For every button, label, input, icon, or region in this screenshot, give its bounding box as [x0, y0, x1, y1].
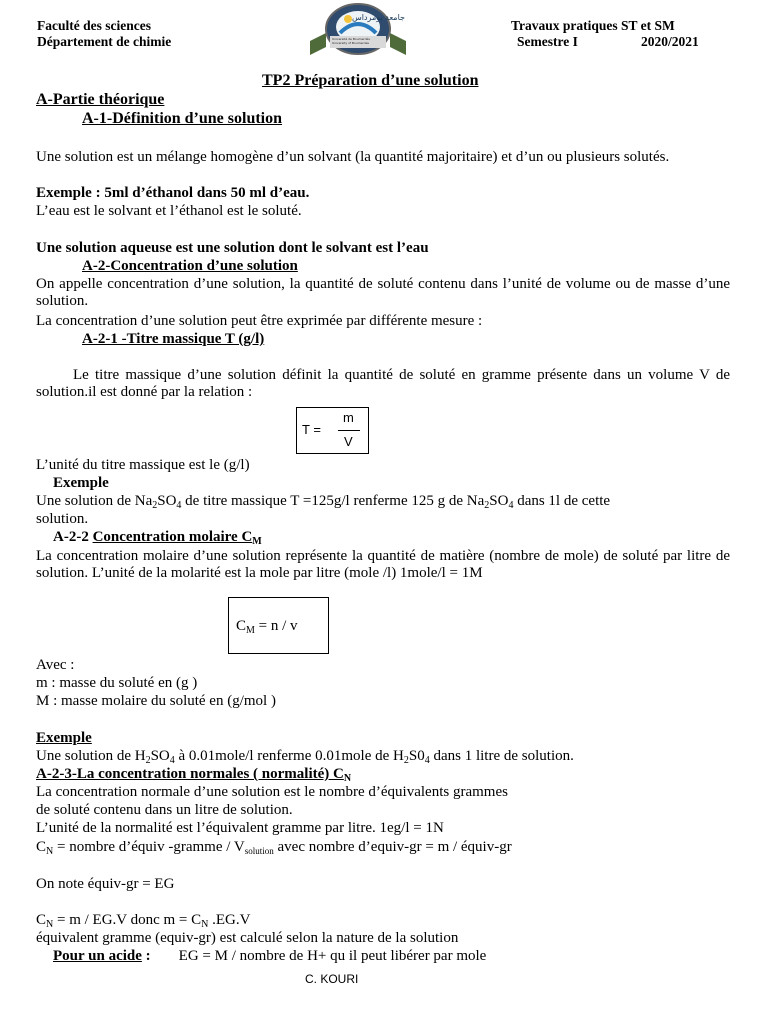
fraction-bar: [338, 430, 360, 431]
a2-definition-paragraph: On appelle concentration d’une solution, la quantité de soluté contenu dans l’unité de volume ou de masse d’une solution.: [36, 276, 730, 309]
eg-nature-text: équivalent gramme (equiv-gr) est calculé selon la nature de la solution: [36, 930, 459, 946]
section-a21-heading: A-2-1 -Titre massique T (g/l): [82, 331, 265, 347]
mass-definition: m : masse du soluté en (g ): [36, 675, 198, 691]
molar-formula-box: [228, 597, 329, 654]
page-title: TP2 Préparation d’une solution: [262, 72, 479, 89]
a2-measure-text: La concentration d’une solution peut être exprimée par différente mesure :: [36, 313, 483, 329]
semester-label: Semestre I: [517, 34, 578, 49]
year-label: 2020/2021: [641, 34, 699, 49]
logo-latin-text: Université de Boumerdès University of Boumerdes: [332, 37, 370, 45]
author-footer: C. KOURI: [305, 972, 359, 986]
a23-definition-line1: La concentration normale d’une solution est le nombre d’équivalents grammes: [36, 784, 508, 800]
section-a22-heading: A-2-2 Concentration molaire $C_M$: [53, 529, 262, 547]
eg-note: On note équiv-gr = EG: [36, 876, 175, 892]
university-logo: [310, 3, 406, 57]
a1-solvent-text: L’eau est le solvant et l’éthanol est le soluté.: [36, 203, 302, 219]
a1-example: Exemple : 5ml d’éthanol dans 50 ml d’eau.: [36, 185, 310, 201]
section-a-heading: A-Partie théorique: [36, 91, 165, 108]
section-a23-heading: A-2-3-La concentration normales ( normalité) $C_N$: [36, 766, 352, 784]
titre-unit-text: L’unité du titre massique est le (g/l): [36, 457, 250, 473]
normality-unit-text: L’unité de la normalité est l’équivalent gramme par litre. 1eg/l = 1N: [36, 820, 444, 836]
formula-numerator: m: [343, 410, 354, 425]
avec-label: Avec :: [36, 657, 75, 673]
section-a2-heading: A-2-Concentration d’une solution: [82, 258, 298, 274]
logo-arabic-text: جامعة بومرداس: [352, 13, 405, 22]
a1-definition-paragraph: Une solution est un mélange homogène d’un solvant (la quantité majoritaire) et d’un ou plusieurs solutés.: [36, 149, 670, 165]
course-label: Travaux pratiques ST et SM: [511, 18, 675, 33]
molar-mass-definition: M : masse molaire du soluté en (g/mol ): [36, 693, 276, 709]
a21-example-text: Une solution de $Na_2SO_4$ de titre massique T =125g/l renferme 125 g de $Na_2SO_4$ dans 1l de cette: [36, 493, 611, 511]
a23-definition-line2: de soluté contenu dans un litre de solution.: [36, 802, 293, 818]
normality-formula: $C_N = m / EG.V$ donc $m = C_N$ .EG.V: [36, 912, 251, 930]
acid-rule: Pour un acide : EG = M / nombre de H+ qu il peut libérer par mole: [53, 948, 487, 964]
a22-definition-paragraph: La concentration molaire d’une solution représente la quantité de matière (nombre de mole) de soluté par litre de solution. L’unité de la molarité est la mole par litre (mole /l) 1mole/l = 1M: [36, 548, 730, 581]
a22-example-text: Une solution de $H_2SO_4$ à 0.01mole/l renferme 0.01mole de $H_2S0_4$ dans 1 litre de solution.: [36, 748, 574, 766]
aqueous-definition: Une solution aqueuse est une solution dont le solvant est l’eau: [36, 240, 429, 256]
formula-denominator: V: [344, 434, 353, 449]
a21-example-line2: solution.: [36, 511, 89, 527]
faculty-label: Faculté des sciences: [37, 18, 151, 33]
formula-t-equals: T =: [302, 422, 321, 437]
a21-example-label: Exemple: [53, 475, 109, 491]
a22-example-label: Exemple: [36, 730, 92, 746]
mass-titre-formula-box: [296, 407, 369, 454]
department-label: Département de chimie: [37, 34, 172, 49]
molar-formula: $C_M = n / v$: [236, 618, 298, 636]
a21-definition-paragraph: Le titre massique d’une solution définit la quantité de soluté en gramme présente dans un volume V de solution.il est donné par la relation :: [36, 367, 730, 400]
normality-definition: $C_N$ = nombre d’équiv -gramme / $V_{solution}$ avec nombre d’equiv-gr = m / équiv-gr: [36, 839, 512, 857]
section-a1-heading: A-1-Définition d’une solution: [82, 110, 283, 127]
